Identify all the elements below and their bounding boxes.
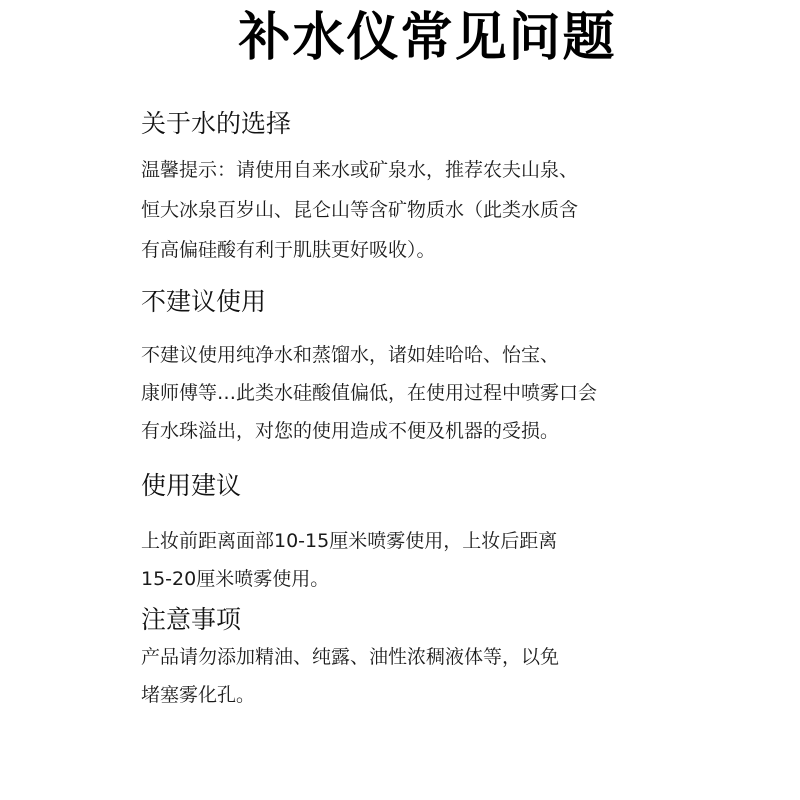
section-not-recommended (141, 286, 781, 450)
section-heading: 不建议使用 (141, 287, 267, 316)
section-text-line: 上妆前距离面部10-15厘米喷雾使用，上妆后距离 (141, 530, 558, 552)
section-text-line: 堵塞雾化孔。 (141, 684, 256, 706)
section-text-line: 产品请勿添加精油、纯露、油性浓稠液体等，以免 (141, 646, 560, 668)
section-heading: 关于水的选择 (141, 109, 292, 138)
section-text-line: 恒大冰泉百岁山、昆仑山等含矿物质水（此类水质含 (141, 199, 579, 221)
section-heading: 使用建议 (141, 471, 242, 500)
section-text-line: 有高偏硅酸有利于肌肤更好吸收）。 (141, 239, 436, 261)
section-text-line: 有水珠溢出，对您的使用造成不便及机器的受损。 (141, 420, 560, 442)
section-text-line: 康师傅等…此类水硅酸值偏低，在使用过程中喷雾口会 (141, 382, 598, 404)
section-heading: 注意事项 (141, 605, 242, 634)
section-text-line: 15-20厘米喷雾使用。 (141, 568, 330, 590)
page-title: 补水仪常见问题 (238, 8, 617, 68)
section-text-line: 不建议使用纯净水和蒸馏水，诸如娃哈哈、怡宝、 (141, 344, 560, 366)
section-usage-advice (141, 470, 781, 598)
section-text-line: 温馨提示：请使用自来水或矿泉水，推荐农夫山泉、 (141, 159, 579, 181)
section-precautions (141, 604, 781, 714)
section-water-choice (141, 108, 781, 270)
